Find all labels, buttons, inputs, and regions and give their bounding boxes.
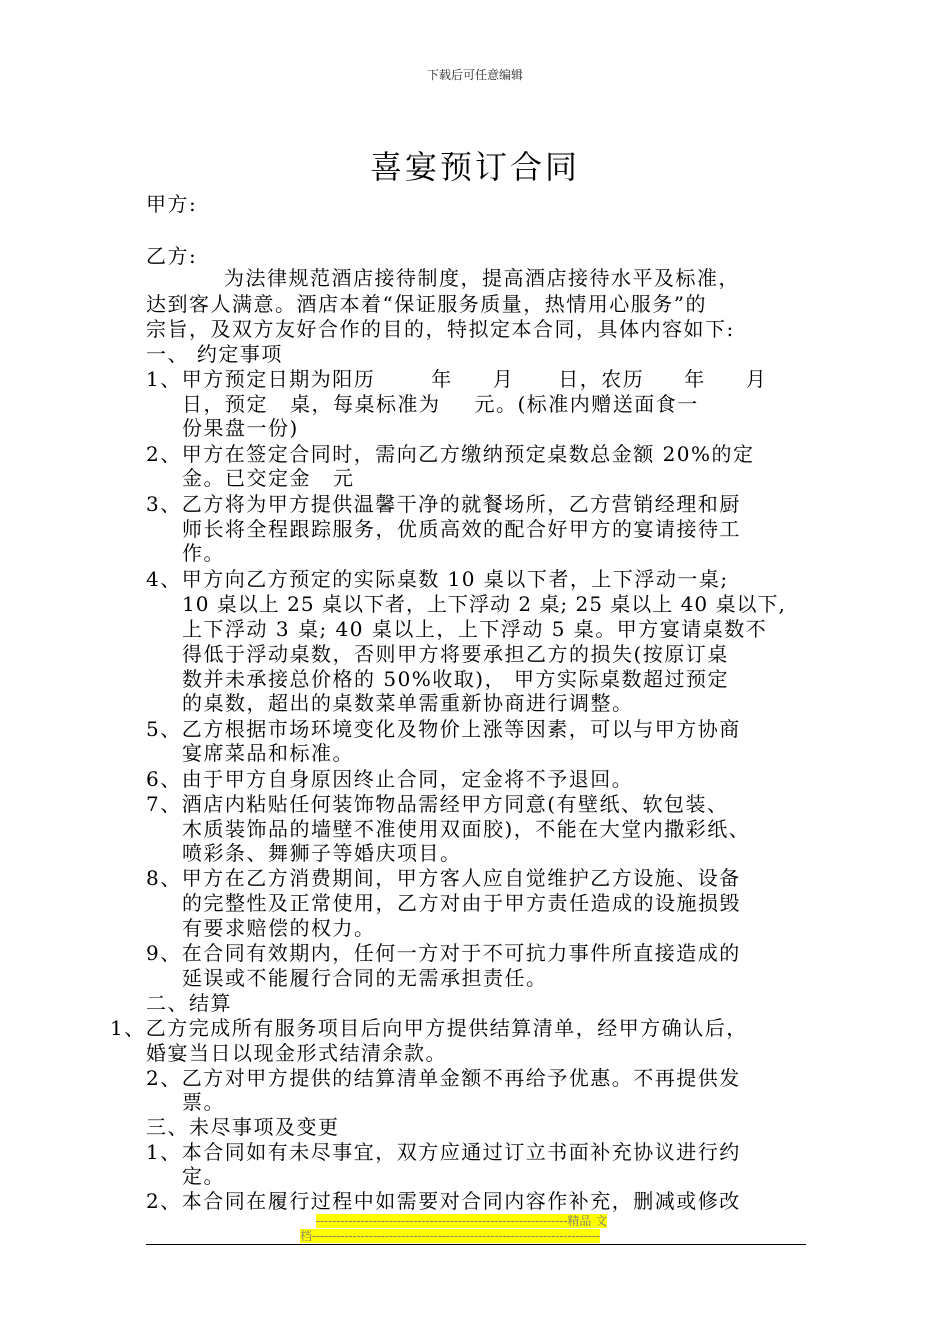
section-2-heading: 二、结算 xyxy=(146,991,232,1015)
item-1-solar-month: 月 xyxy=(492,367,515,391)
item-1-solar-year: 年 xyxy=(431,367,453,391)
item-9-line-1: 9、在合同有效期内，任何一方对于不可抗力事件所直接造成的 xyxy=(146,941,741,965)
changes-item-1-line-1: 1、本合同如有未尽事宜，双方应通过订立书面补充协议进行约 xyxy=(146,1140,741,1164)
item-2-yuan: 元 xyxy=(333,466,355,490)
intro-line-2: 达到客人满意。酒店本着“保证服务质量，热情用心服务”的 xyxy=(146,292,707,316)
section-1-heading: 一、 约定事项 xyxy=(146,342,283,366)
item-8-line-1: 8、甲方在乙方消费期间，甲方客人应自觉维护乙方设施、设备 xyxy=(146,866,741,890)
item-3-line-1: 3、乙方将为甲方提供温馨干净的就餐场所，乙方营销经理和厨 xyxy=(146,492,741,516)
item-8-line-3: 有要求赔偿的权力。 xyxy=(182,916,376,940)
item-1-line-1 xyxy=(146,367,767,391)
party-a-label: 甲方: xyxy=(146,192,198,216)
settlement-item-2-line-1: 2、乙方对甲方提供的结算清单金额不再给予优惠。不再提供发 xyxy=(146,1066,741,1090)
item-1-line-3: 份果盘一份) xyxy=(182,416,299,440)
settlement-item-2-line-2: 票。 xyxy=(182,1090,225,1114)
item-9-line-2: 延误或不能履行合同的无需承担责任。 xyxy=(182,966,548,990)
item-4-line-3: 上下浮动 3 桌; 40 桌以上，上下浮动 5 桌。甲方宴请桌数不 xyxy=(182,617,768,641)
page-header-note: 下载后可任意编辑 xyxy=(426,68,523,82)
item-1-lunar-year: 年 xyxy=(684,367,706,391)
item-7-line-2: 木质装饰品的墙壁不准使用双面胶)，不能在大堂内撒彩纸、 xyxy=(182,817,751,841)
item-8-line-2: 的完整性及正常使用，乙方对由于甲方责任造成的设施损毁 xyxy=(182,891,741,915)
changes-item-2-line-1: 2、本合同在履行过程中如需要对合同内容作补充，删减或修改 xyxy=(146,1189,741,1213)
item-7-line-1: 7、酒店内粘贴任何装饰物品需经甲方同意(有壁纸、软包装、 xyxy=(146,792,729,816)
item-6-line-1: 6、由于甲方自身原因终止合同，定金将不予退回。 xyxy=(146,767,634,791)
item-4-line-6: 的桌数，超出的桌数菜单需重新协商进行调整。 xyxy=(182,691,634,715)
contract-title: 喜宴预订合同 xyxy=(369,148,580,186)
item-1-lunar-month: 月 xyxy=(745,367,768,391)
item-2-line-2 xyxy=(182,466,355,490)
item-2-deposit-label: 金。已交定金 xyxy=(182,466,311,490)
footer-watermark-line-1: --------------------------------------------------------------精品 文 xyxy=(316,1214,608,1228)
item-1-line-2 xyxy=(182,392,699,416)
item-1-date-label: 1、甲方预定日期为阳历 xyxy=(146,367,376,391)
item-1-standard-label: 桌，每桌标准为 xyxy=(290,392,441,416)
footer-watermark-line-2: 档----------------------------------------------------------------------- xyxy=(300,1229,600,1243)
item-4-line-1: 4、甲方向乙方预定的实际桌数 10 桌以下者，上下浮动一桌; xyxy=(146,567,729,591)
changes-item-1-line-2: 定。 xyxy=(182,1164,225,1188)
item-3-line-3: 作。 xyxy=(182,541,225,565)
intro-line-1: 为法律规范酒店接待制度，提高酒店接待水平及标准， xyxy=(224,266,740,290)
item-4-line-5: 数并未承接总价格的 50%收取)， 甲方实际桌数超过预定 xyxy=(182,667,729,691)
item-5-line-1: 5、乙方根据市场环境变化及物价上涨等因素，可以与甲方协商 xyxy=(146,717,741,741)
item-2-line-1: 2、甲方在签定合同时，需向乙方缴纳预定桌数总金额 20%的定 xyxy=(146,442,755,466)
item-7-line-3: 喷彩条、舞狮子等婚庆项目。 xyxy=(182,841,462,865)
item-1-tables-label: 日，预定 xyxy=(182,392,268,416)
party-b-label: 乙方: xyxy=(146,244,198,268)
intro-line-3: 宗旨，及双方友好合作的目的，特拟定本合同，具体内容如下: xyxy=(146,317,735,341)
settlement-item-1-line-1: 1、乙方完成所有服务项目后向甲方提供结算清单，经甲方确认后， xyxy=(110,1016,748,1040)
section-3-heading: 三、未尽事项及变更 xyxy=(146,1115,340,1139)
item-4-line-4: 得低于浮动桌数，否则甲方将要承担乙方的损失(按原订桌 xyxy=(182,642,729,666)
item-1-lunar-label: 日，农历 xyxy=(558,367,645,391)
item-3-line-2: 师长将全程跟踪服务，优质高效的配合好甲方的宴请接待工 xyxy=(182,517,741,541)
item-4-line-2: 10 桌以上 25 桌以下者，上下浮动 2 桌; 25 桌以上 40 桌以下, xyxy=(182,592,786,616)
item-1-yuan-note: 元。(标准内赠送面食一 xyxy=(474,392,699,416)
settlement-item-1-line-2: 婚宴当日以现金形式结清余款。 xyxy=(146,1041,447,1065)
item-5-line-2: 宴席菜品和标准。 xyxy=(182,741,354,765)
footer-divider xyxy=(146,1244,806,1245)
